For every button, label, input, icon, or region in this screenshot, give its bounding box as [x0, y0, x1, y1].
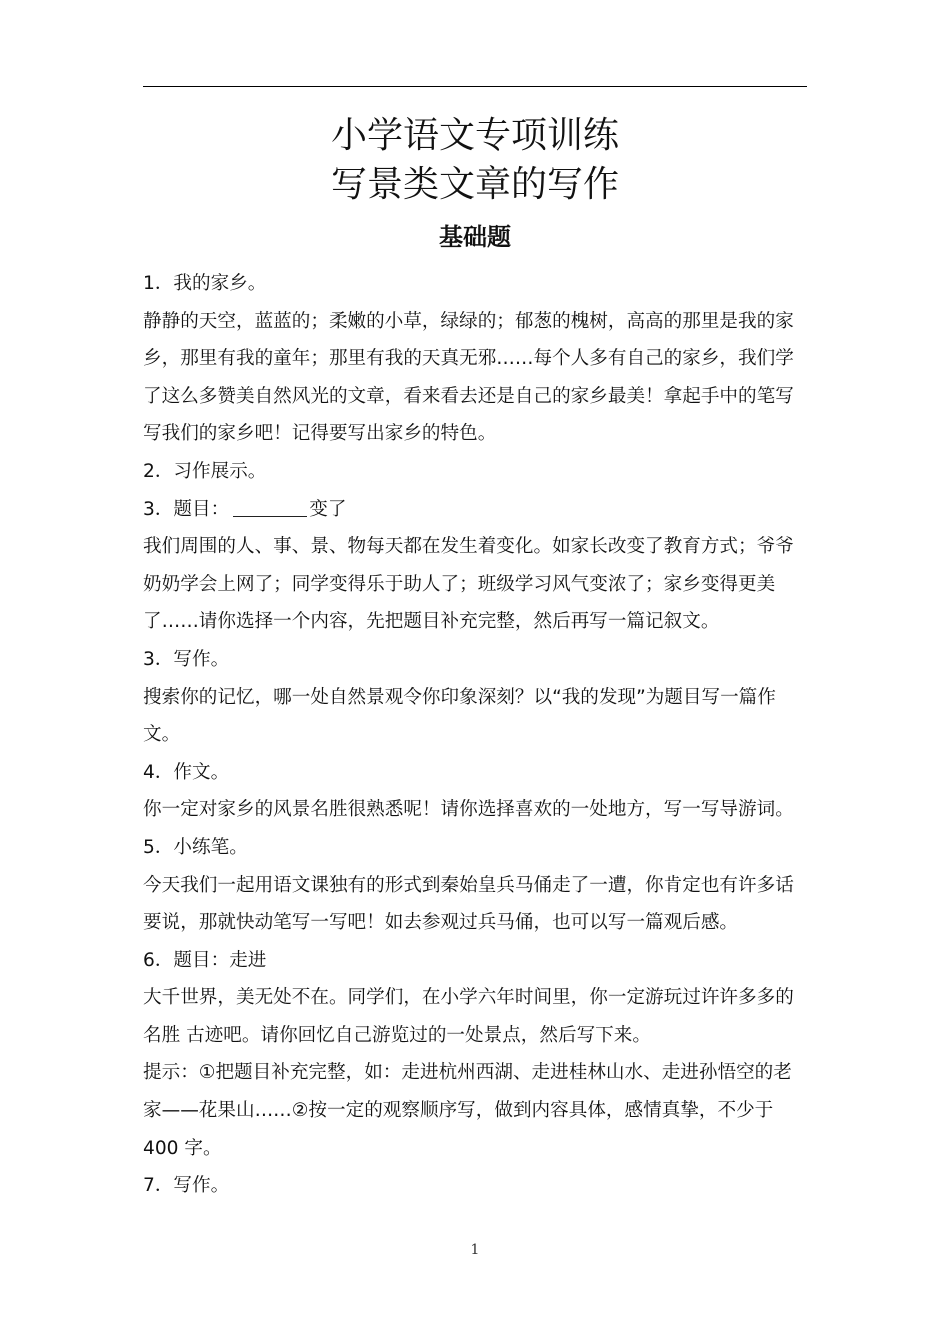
page-number: 1 [470, 1242, 480, 1258]
question-3b-text: 文。 [143, 724, 181, 746]
question-6-text: 名胜 古迹吧。请你回忆自己游览过的一处景点，然后写下来。 [143, 1024, 651, 1046]
question-1-text: 静静的天空，蓝蓝的；柔嫩的小草，绿绿的；郁葱的槐树，高高的那里是我的家 [143, 310, 794, 332]
header-rule [143, 86, 807, 87]
question-6-text: 大千世界，美无处不在。同学们，在小学六年时间里，你一定游玩过许许多多的 [143, 987, 794, 1009]
page-title-line2: 写景类文章的写作 [330, 164, 619, 205]
question-5-text: 要说，那就快动笔写一写吧！如去参观过兵马俑，也可以写一篇观后感。 [143, 912, 739, 934]
question-3-suffix: 变了 [309, 498, 347, 520]
question-1-text: 了这么多赞美自然风光的文章，看来看去还是自己的家乡最美！拿起手中的笔写 [143, 385, 794, 407]
question-6-hint: 家——花果山……②按一定的观察顺序写，做到内容具体，感情真挚，不少于 [143, 1100, 774, 1122]
question-3b-text: 搜索你的记忆，哪一处自然景观令你印象深刻？以“我的发现”为题目写一篇作 [143, 686, 776, 708]
question-4-text: 你一定对家乡的风景名胜很熟悉呢！请你选择喜欢的一处地方，写一写导游词。 [143, 799, 794, 821]
question-1-heading: 1．我的家乡。 [143, 273, 267, 294]
question-6-hint: 400 字。 [143, 1137, 222, 1159]
question-1-text: 写我们的家乡吧！记得要写出家乡的特色。 [143, 423, 497, 445]
question-3-text: 了……请你选择一个内容，先把题目补充完整，然后再写一篇记叙文。 [143, 611, 720, 633]
question-6-hint: 提示：①把题目补充完整，如：走进杭州西湖、走进桂林山水、走进孙悟空的老 [143, 1062, 792, 1084]
question-7-heading: 7．写作。 [143, 1175, 230, 1197]
question-3b-heading: 3．写作。 [143, 648, 230, 670]
question-3-heading [143, 491, 815, 529]
question-1-text: 乡，那里有我的童年；那里有我的天真无邪……每个人多有自己的家乡，我们学 [143, 348, 794, 370]
question-3-text: 奶奶学会上网了；同学变得乐于助人了；班级学习风气变浓了；家乡变得更美 [143, 573, 776, 595]
question-3-text: 我们周围的人、事、景、物每天都在发生着变化。如家长改变了教育方式；爷爷 [143, 536, 794, 558]
question-2-heading: 2．习作展示。 [143, 460, 267, 482]
section-heading: 基础题 [439, 223, 511, 251]
question-5-text: 今天我们一起用语文课独有的形式到秦始皇兵马俑走了一遭，你肯定也有许多话 [143, 874, 794, 896]
question-3-prefix: 3．题目： [143, 498, 230, 520]
page-title: 小学语文专项训练 [330, 115, 619, 156]
exercise-list [143, 265, 815, 1205]
question-5-heading: 5．小练笔。 [143, 836, 248, 858]
question-4-heading: 4．作文。 [143, 761, 230, 783]
fill-in-blank [233, 496, 307, 517]
question-6-heading: 6．题目：走进 [143, 949, 267, 971]
